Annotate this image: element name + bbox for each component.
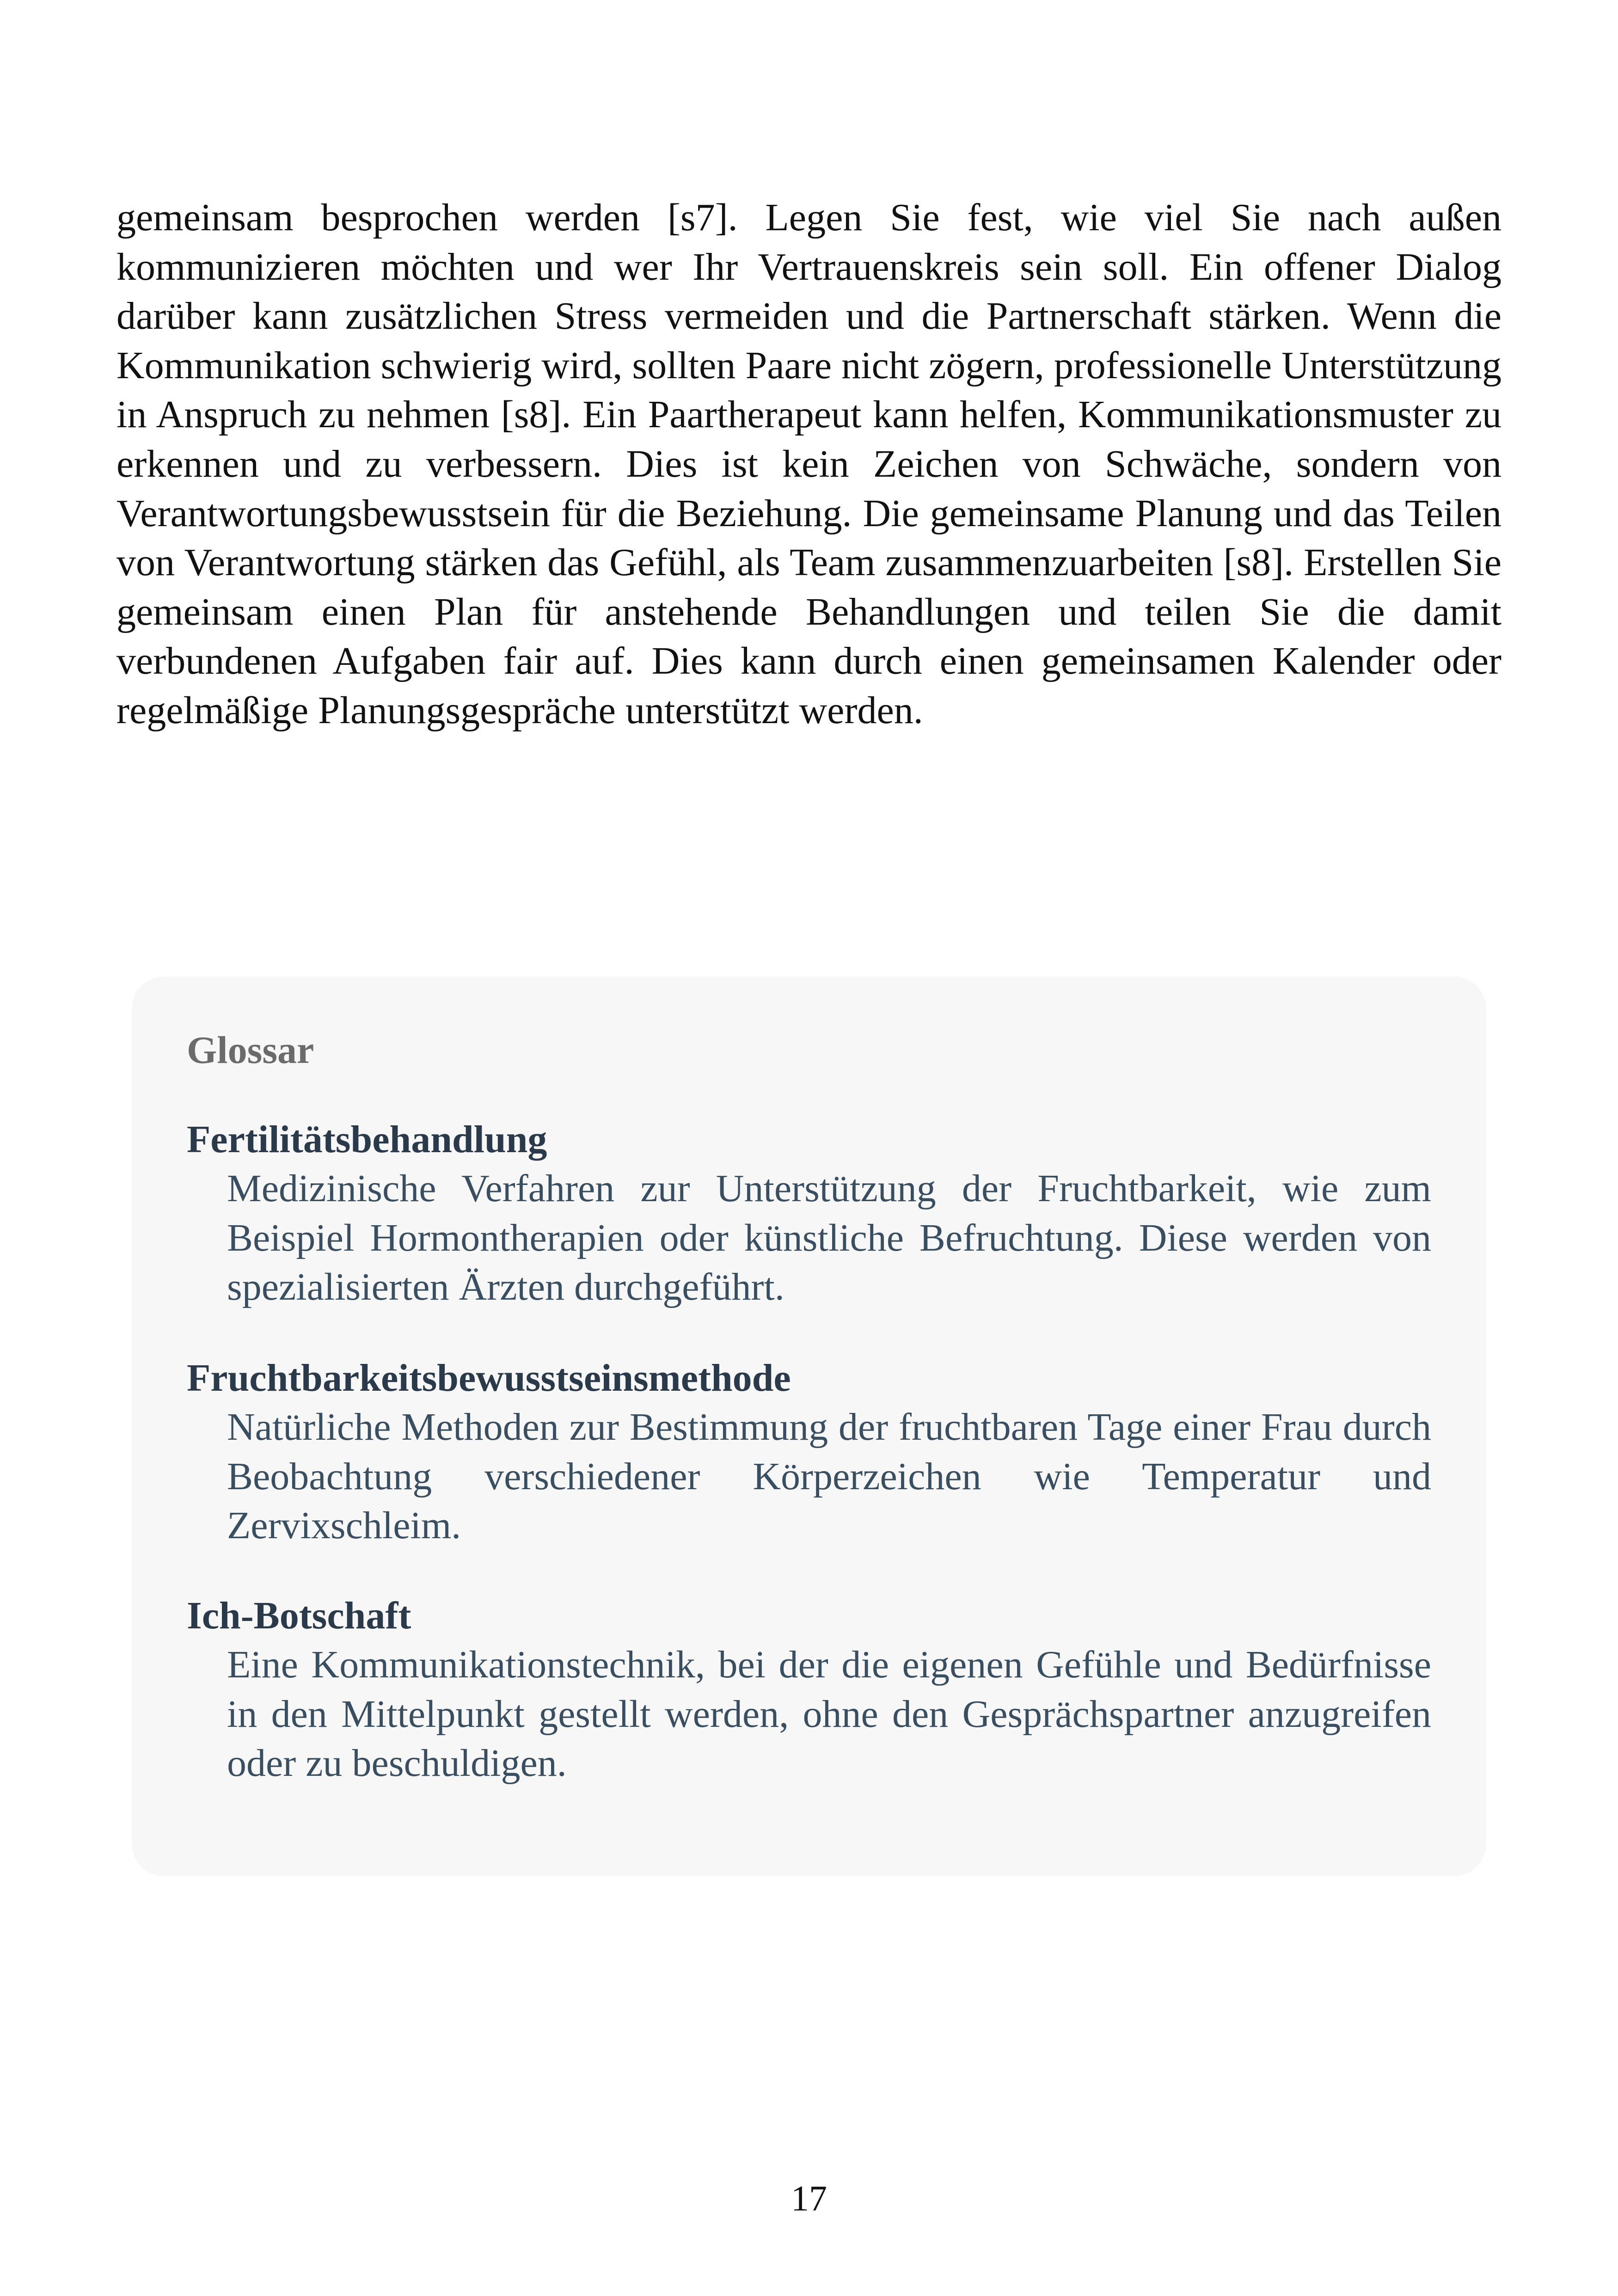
glossary-definition: Medizinische Verfahren zur Unterstützung der Fruchtbarkeit, wie zum Beispiel Hormontherapien oder künstliche Befruchtung. Diese werden von spezialisierten Ärzten durchgeführt.	[227, 1167, 1431, 1308]
page-number: 17	[791, 2178, 827, 2218]
glossary-term: Fertilitätsbehandlung	[187, 1118, 547, 1161]
glossary-definition: Eine Kommunikationstechnik, bei der die eigenen Gefühle und Bedürfnisse in den Mittelpunkt gestellt werden, ohne den Gesprächspartner anzugreifen oder zu beschuldigen.	[227, 1643, 1431, 1785]
glossary-entry-fertilitaetsbehandlung	[187, 1115, 1431, 1312]
glossary-entry-ich-botschaft	[187, 1591, 1431, 1788]
glossary-definition: Natürliche Methoden zur Bestimmung der fruchtbaren Tage einer Frau durch Beobachtung verschiedener Körperzeichen wie Temperatur und Zervixschleim.	[227, 1406, 1431, 1547]
glossary-box	[132, 976, 1486, 1876]
glossary-title: Glossar	[187, 1029, 314, 1072]
glossary-term: Ich-Botschaft	[187, 1594, 411, 1637]
body-paragraph: gemeinsam besprochen werden [s7]. Legen Sie fest, wie viel Sie nach außen kommunizieren möchten und wer Ihr Vertrauenskreis sein soll. Ein offener Dialog darüber kann zusätzlichen Stress vermeiden und die Partnerschaft stärken. Wenn die Kommunikation schwierig wird, sollten Paare nicht zögern, professionelle Unterstützung in Anspruch zu nehmen [s8]. Ein Paartherapeut kann helfen, Kommunikationsmuster zu erkennen und zu verbessern. Dies ist kein Zeichen von Schwäche, sondern von Verantwortungsbewusstsein für die Beziehung. Die gemeinsame Planung und das Teilen von Verantwortung stärken das Gefühl, als Team zusammenzuarbeiten [s8]. Erstellen Sie gemeinsam einen Plan für anstehende Behandlungen und teilen Sie die damit verbundenen Aufgaben fair auf. Dies kann durch einen gemeinsamen Kalender oder regelmäßige Planungsgespräche unterstützt werden.	[116, 196, 1502, 732]
glossary-entry-fruchtbarkeitsbewusstseinsmethode	[187, 1354, 1431, 1551]
glossary-term: Fruchtbarkeitsbewusstseinsmethode	[187, 1357, 791, 1400]
